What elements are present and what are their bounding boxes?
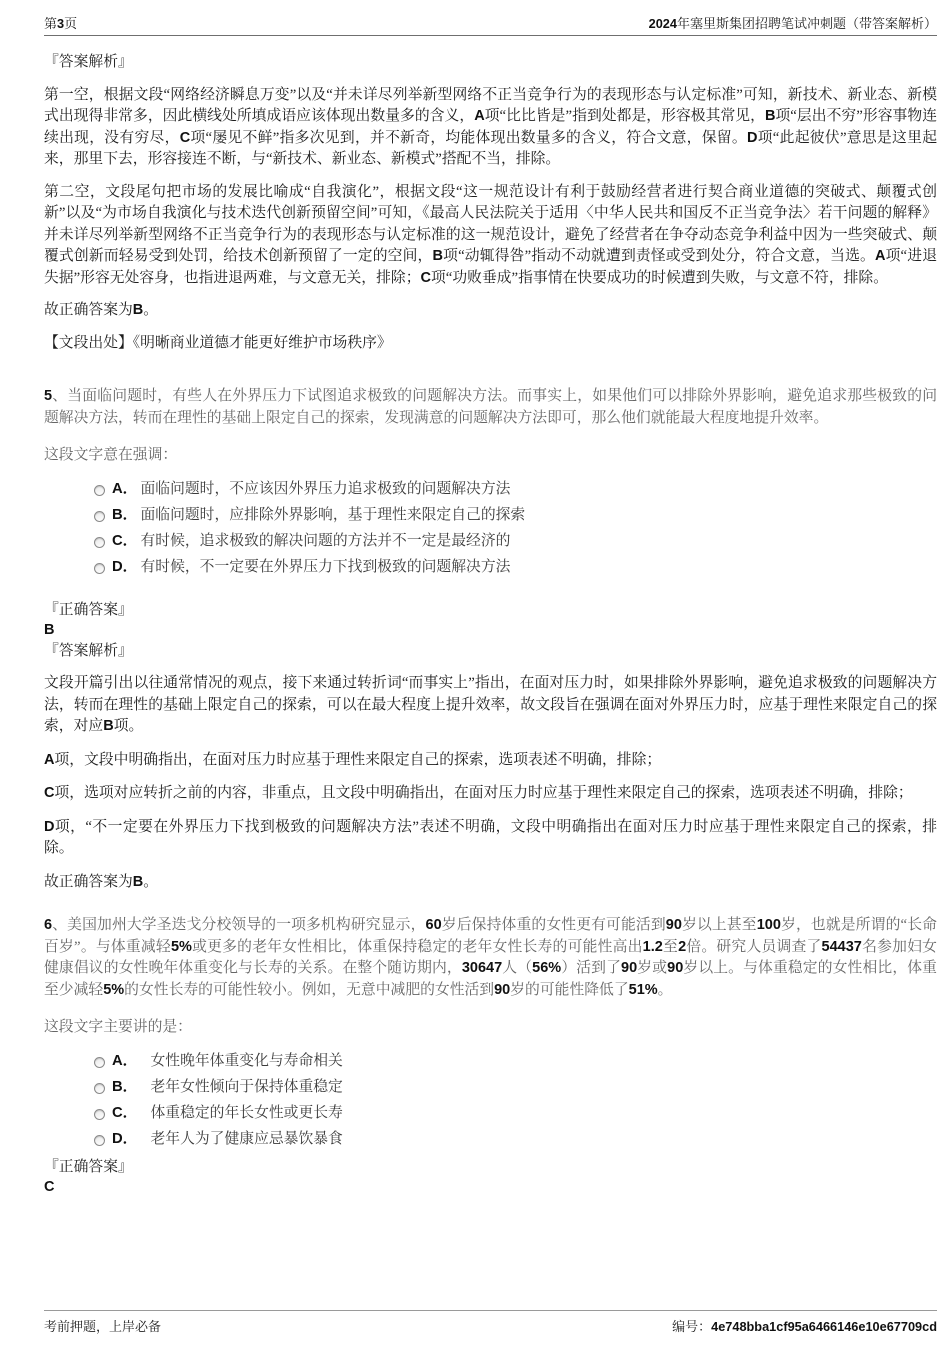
page-footer [44,1310,937,1335]
question-5-options [44,479,937,578]
option-letter: B． [112,506,138,523]
document-content [44,0,937,1198]
option-text: 有时候，追求极致的解决问题的方法并不一定是最经济的 [140,532,511,549]
option-text: 面临问题时，不应该因外界压力追求极致的问题解决方法 [140,480,511,497]
question-6-prompt: 这段文字主要讲的是： [44,1019,192,1035]
question-6-answer-block [44,1157,937,1198]
option-letter: B． [112,1078,138,1095]
option-text: 面临问题时，应排除外界影响，基于理性来限定自己的探索 [140,506,526,523]
document-title: 2024年塞里斯集团招聘笔试冲刺题（带答案解析） [648,16,937,31]
analysis-paragraph-1: 第一空，根据文段“网络经济瞬息万变”以及“并未详尽列举新型网络不正当竞争行为的表现形态与认定标准”可知，新技术、新业态、新模式出现得非常多，因此横线处所填成语应该体现出数量多的含义，A项“比比皆是”指到处都是，形容极其常见，B项“层出不穷”形容事物连续出现，没有穷尽，C项“屡见不鲜”指多次见到，并不新奇，均能体现出数量多的含义，符合文意，保留。D项“此起彼伏”意思是这里起来，那里下去，形容接连不断，与“新技术、新业态、新模式”搭配不当，排除。 [44,86,937,167]
option-letter: D． [112,558,138,575]
answer-analysis-label: 『答案解析』 [44,54,133,70]
analysis-paragraph: 文段开篇引出以往通常情况的观点，接下来通过转折词“而事实上”指出，在面对压力时，如果排除外界影响，避免追求极致的问题解决方法，转而在理性的基础上限定自己的探索，可以在最大程度上提升效率，故文段旨在强调在面对外界压力时，应基于理性来限定自己的探索，对应B项。 [44,675,937,734]
option-letter: A． [112,1052,138,1069]
option-text: 有时候，不一定要在外界压力下找到极致的问题解决方法 [140,558,511,575]
option-row-a[interactable] [94,479,937,500]
answer-conclusion: 故正确答案为B。 [44,873,159,890]
radio-button-icon[interactable] [94,537,105,548]
correct-answer-label: 『正确答案』 [44,1158,133,1175]
option-row-d[interactable] [94,557,937,578]
passage-source: 【文段出处】《明晰商业道德才能更好维护市场秩序》 [44,334,392,351]
option-row-c[interactable] [94,531,937,552]
footer-serial-value: 4e748bba1cf95a6466146e10e67709cd [711,1319,937,1334]
option-text: 体重稳定的年长女性或更长寿 [150,1104,343,1121]
option-letter: C． [112,532,138,549]
option-letter: D． [112,1130,138,1147]
option-text: 女性晚年体重变化与寿命相关 [150,1052,343,1069]
option-text: 老年女性倾向于保持体重稳定 [150,1078,343,1095]
question-5-answer-block [44,600,937,662]
option-letter: A． [112,480,138,497]
question-5-stem: 5、当面临问题时，有些人在外界压力下试图追求极致的问题解决方法。而事实上，如果他们可以排除外界影响，避免追求那些极致的问题解决方法，转而在理性的基础上限定自己的探索，发现满意的问题解决方法即可，那么他们就能最大程度地提升效率。 [44,388,937,426]
analysis-paragraph: A项，文段中明确指出，在面对压力时应基于理性来限定自己的探索，选项表述不明确，排除； [44,751,662,768]
page-number: 第3页 [44,16,78,31]
analysis-paragraph: D项，“不一定要在外界压力下找到极致的问题解决方法”表述不明确，文段中明确指出在面对压力时应基于理性来限定自己的探索，排除。 [44,818,937,856]
analysis-paragraph-2: 第二空，文段尾句把市场的发展比喻成“自我演化”，根据文段“这一规范设计有利于鼓励经营者进行契合商业道德的突破式、颠覆式创新”以及“为市场自我演化与技术迭代创新预留空间”可知，《最高人民法院关于适用〈中华人民共和国反不正当竞争法〉若干问题的解释》并未详尽列举新型网络不正当竞争行为的表现形态与认定标准的这一规范设计，避免了经营者在争夺动态竞争利益中因为一些突破式、颠覆式创新而轻易受到处罚，给技术创新预留了一定的空间，B项“动辄得咎”指动不动就遭到责怪或受到处分，符合文意，当选。A项“进退失据”形容无处容身，也指进退两难，与文意无关，排除；C项“功败垂成”指事情在快要成功的时候遭到失败，与文意不符，排除。 [44,183,937,286]
radio-button-icon[interactable] [94,1057,105,1068]
radio-button-icon[interactable] [94,511,105,522]
analysis-paragraph: C项，选项对应转折之前的内容，非重点，且文段中明确指出，在面对压力时应基于理性来限定自己的探索，选项表述不明确，排除； [44,785,913,801]
option-letter: C． [112,1104,138,1121]
question-5-prompt: 这段文字意在强调： [44,447,178,463]
radio-button-icon[interactable] [94,563,105,574]
radio-button-icon[interactable] [94,1083,105,1094]
footer-serial [672,1316,937,1335]
option-text: 老年人为了健康应忌暴饮暴食 [150,1130,343,1147]
answer-analysis-label: 『答案解析』 [44,642,133,659]
correct-answer-value: B [44,622,55,638]
radio-button-icon[interactable] [94,1109,105,1120]
radio-button-icon[interactable] [94,485,105,496]
option-row-c[interactable] [94,1103,937,1124]
question-6-options [44,1051,937,1150]
option-row-d[interactable] [94,1129,937,1150]
page-header [44,0,937,36]
footer-serial-label: 编号： [672,1319,712,1334]
question-6-stem: 6、美国加州大学圣迭戈分校领导的一项多机构研究显示，60岁后保持体重的女性更有可能活到90岁以上甚至100岁，也就是所谓的“长命百岁”。与体重减轻5%或更多的老年女性相比，体重保持稳定的老年女性长寿的可能性高出1.2至2倍。研究人员调查了54437名参加妇女健康倡议的女性晚年体重变化与长寿的关系。在整个随访期内，30647人（56%）活到了90岁或90岁以上。与体重稳定的女性相比，体重至少减轻5%的女性长寿的可能性较小。例如，无意中减肥的女性活到90岁的可能性降低了51%。 [44,917,937,998]
option-row-a[interactable] [94,1051,937,1072]
answer-conclusion: 故正确答案为B。 [44,302,159,318]
option-row-b[interactable] [94,505,937,526]
footer-slogan: 考前押题，上岸必备 [44,1319,162,1334]
radio-button-icon[interactable] [94,1135,105,1146]
correct-answer-label: 『正确答案』 [44,601,133,618]
correct-answer-value: C [44,1179,55,1195]
option-row-b[interactable] [94,1077,937,1098]
